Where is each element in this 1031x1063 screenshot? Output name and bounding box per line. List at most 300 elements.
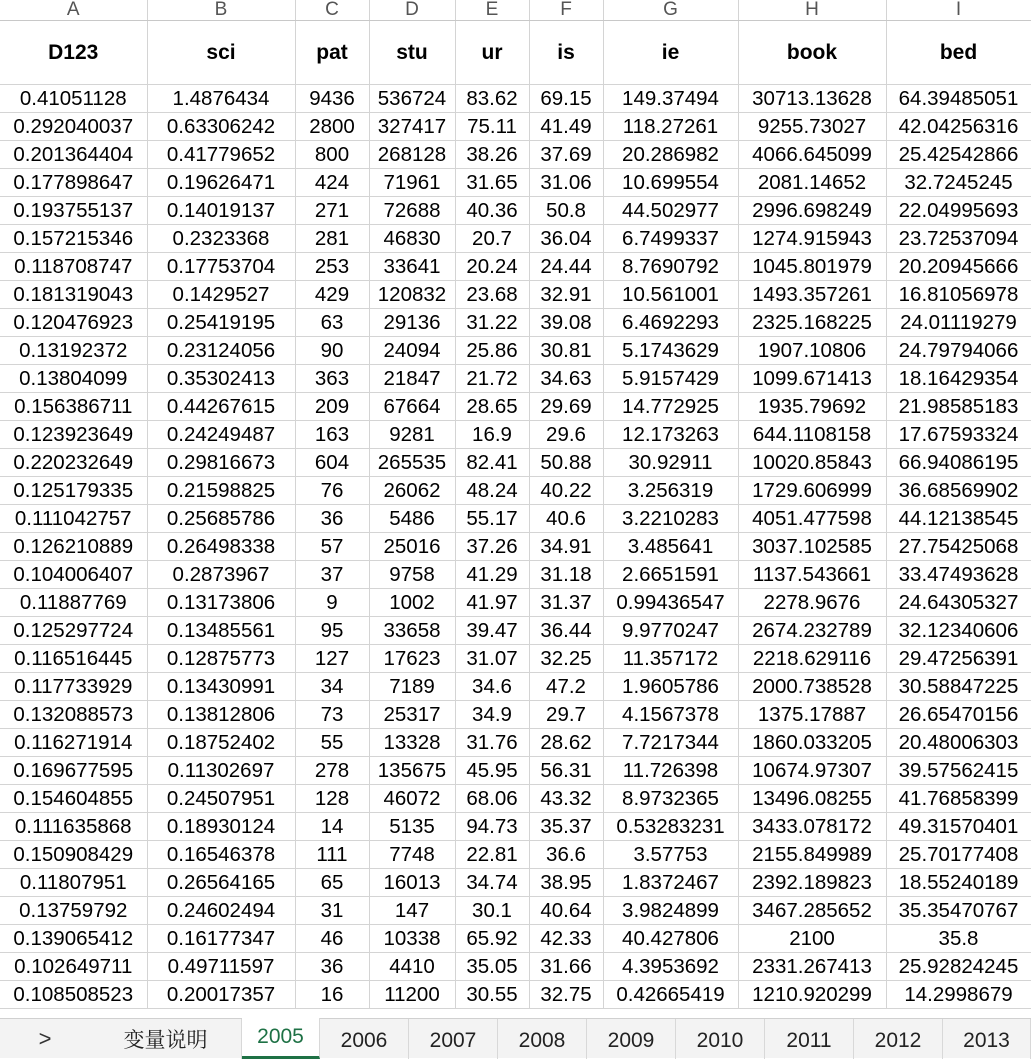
table-cell[interactable]: 0.1429527	[147, 281, 295, 309]
table-cell[interactable]: 36.04	[529, 225, 603, 253]
table-cell[interactable]: 0.13192372	[0, 337, 147, 365]
table-cell[interactable]: 0.49711597	[147, 953, 295, 981]
table-cell[interactable]: 31	[295, 897, 369, 925]
table-cell[interactable]: 64.39485051	[886, 85, 1031, 113]
sheet-tab-2009[interactable]: 2009	[587, 1019, 676, 1059]
table-cell[interactable]: 47.2	[529, 673, 603, 701]
table-cell[interactable]: 1137.543661	[738, 561, 886, 589]
field-name-cell[interactable]: D123	[0, 21, 147, 85]
table-cell[interactable]: 0.102649711	[0, 953, 147, 981]
table-cell[interactable]: 0.2323368	[147, 225, 295, 253]
table-cell[interactable]: 0.99436547	[603, 589, 738, 617]
table-cell[interactable]: 6.7499337	[603, 225, 738, 253]
table-cell[interactable]: 0.181319043	[0, 281, 147, 309]
column-header-h[interactable]: H	[738, 0, 886, 21]
table-cell[interactable]: 32.75	[529, 981, 603, 1009]
table-cell[interactable]: 0.24249487	[147, 421, 295, 449]
table-cell[interactable]: 0.108508523	[0, 981, 147, 1009]
table-cell[interactable]: 25016	[369, 533, 455, 561]
table-cell[interactable]: 1002	[369, 589, 455, 617]
table-cell[interactable]: 22.04995693	[886, 197, 1031, 225]
table-cell[interactable]: 9255.73027	[738, 113, 886, 141]
table-cell[interactable]: 9436	[295, 85, 369, 113]
table-cell[interactable]: 0.16177347	[147, 925, 295, 953]
table-cell[interactable]: 0.44267615	[147, 393, 295, 421]
table-cell[interactable]: 28.65	[455, 393, 529, 421]
table-cell[interactable]: 1729.606999	[738, 477, 886, 505]
table-cell[interactable]: 1274.915943	[738, 225, 886, 253]
sheet-tab-2013[interactable]: 2013	[943, 1019, 1031, 1059]
table-cell[interactable]: 0.150908429	[0, 841, 147, 869]
table-cell[interactable]: 0.23124056	[147, 337, 295, 365]
table-cell[interactable]: 3.57753	[603, 841, 738, 869]
table-cell[interactable]: 68.06	[455, 785, 529, 813]
table-cell[interactable]: 40.64	[529, 897, 603, 925]
table-cell[interactable]: 0.193755137	[0, 197, 147, 225]
table-cell[interactable]: 536724	[369, 85, 455, 113]
table-cell[interactable]: 36.68569902	[886, 477, 1031, 505]
table-cell[interactable]: 0.292040037	[0, 113, 147, 141]
table-cell[interactable]: 10.561001	[603, 281, 738, 309]
table-cell[interactable]: 38.95	[529, 869, 603, 897]
table-cell[interactable]: 1.4876434	[147, 85, 295, 113]
column-header-c[interactable]: C	[295, 0, 369, 21]
table-cell[interactable]: 8.7690792	[603, 253, 738, 281]
table-cell[interactable]: 0.11887769	[0, 589, 147, 617]
table-cell[interactable]: 44.502977	[603, 197, 738, 225]
table-cell[interactable]: 0.13812806	[147, 701, 295, 729]
table-cell[interactable]: 5.1743629	[603, 337, 738, 365]
table-cell[interactable]: 20.286982	[603, 141, 738, 169]
table-cell[interactable]: 127	[295, 645, 369, 673]
table-cell[interactable]: 135675	[369, 757, 455, 785]
table-cell[interactable]: 0.41779652	[147, 141, 295, 169]
table-cell[interactable]: 38.26	[455, 141, 529, 169]
table-cell[interactable]: 4410	[369, 953, 455, 981]
table-cell[interactable]: 13496.08255	[738, 785, 886, 813]
table-cell[interactable]: 73	[295, 701, 369, 729]
table-cell[interactable]: 3.256319	[603, 477, 738, 505]
table-cell[interactable]: 5135	[369, 813, 455, 841]
table-cell[interactable]: 1375.17887	[738, 701, 886, 729]
table-cell[interactable]: 16	[295, 981, 369, 1009]
table-cell[interactable]: 56.31	[529, 757, 603, 785]
table-cell[interactable]: 3037.102585	[738, 533, 886, 561]
table-cell[interactable]: 34.63	[529, 365, 603, 393]
table-cell[interactable]: 16.81056978	[886, 281, 1031, 309]
table-cell[interactable]: 31.65	[455, 169, 529, 197]
table-cell[interactable]: 25.70177408	[886, 841, 1031, 869]
table-cell[interactable]: 9	[295, 589, 369, 617]
table-cell[interactable]: 0.42665419	[603, 981, 738, 1009]
table-cell[interactable]: 2278.9676	[738, 589, 886, 617]
table-cell[interactable]: 45.95	[455, 757, 529, 785]
table-cell[interactable]: 7748	[369, 841, 455, 869]
table-cell[interactable]: 41.29	[455, 561, 529, 589]
table-cell[interactable]: 23.68	[455, 281, 529, 309]
table-cell[interactable]: 76	[295, 477, 369, 505]
table-cell[interactable]: 4051.477598	[738, 505, 886, 533]
table-cell[interactable]: 1935.79692	[738, 393, 886, 421]
table-cell[interactable]: 0.120476923	[0, 309, 147, 337]
table-cell[interactable]: 17623	[369, 645, 455, 673]
table-cell[interactable]: 40.427806	[603, 925, 738, 953]
field-name-cell[interactable]: ur	[455, 21, 529, 85]
table-cell[interactable]: 0.25419195	[147, 309, 295, 337]
table-cell[interactable]: 327417	[369, 113, 455, 141]
table-cell[interactable]: 7.7217344	[603, 729, 738, 757]
table-cell[interactable]: 95	[295, 617, 369, 645]
table-cell[interactable]: 28.62	[529, 729, 603, 757]
table-cell[interactable]: 0.63306242	[147, 113, 295, 141]
table-cell[interactable]: 30.92911	[603, 449, 738, 477]
table-cell[interactable]: 209	[295, 393, 369, 421]
table-cell[interactable]: 50.88	[529, 449, 603, 477]
table-cell[interactable]: 14.772925	[603, 393, 738, 421]
table-cell[interactable]: 34.6	[455, 673, 529, 701]
table-cell[interactable]: 0.13759792	[0, 897, 147, 925]
table-cell[interactable]: 16.9	[455, 421, 529, 449]
table-cell[interactable]: 5486	[369, 505, 455, 533]
table-cell[interactable]: 2800	[295, 113, 369, 141]
table-cell[interactable]: 2100	[738, 925, 886, 953]
table-cell[interactable]: 281	[295, 225, 369, 253]
table-cell[interactable]: 0.125297724	[0, 617, 147, 645]
table-cell[interactable]: 10020.85843	[738, 449, 886, 477]
table-cell[interactable]: 55.17	[455, 505, 529, 533]
table-cell[interactable]: 0.126210889	[0, 533, 147, 561]
table-cell[interactable]: 40.6	[529, 505, 603, 533]
table-cell[interactable]: 120832	[369, 281, 455, 309]
table-cell[interactable]: 34.9	[455, 701, 529, 729]
table-cell[interactable]: 42.04256316	[886, 113, 1031, 141]
column-header-i[interactable]: I	[886, 0, 1031, 21]
table-cell[interactable]: 0.41051128	[0, 85, 147, 113]
table-cell[interactable]: 0.14019137	[147, 197, 295, 225]
table-cell[interactable]: 16013	[369, 869, 455, 897]
table-cell[interactable]: 24.01119279	[886, 309, 1031, 337]
table-cell[interactable]: 29136	[369, 309, 455, 337]
table-cell[interactable]: 40.22	[529, 477, 603, 505]
table-cell[interactable]: 24.79794066	[886, 337, 1031, 365]
table-cell[interactable]: 0.123923649	[0, 421, 147, 449]
table-cell[interactable]: 39.57562415	[886, 757, 1031, 785]
table-cell[interactable]: 36	[295, 953, 369, 981]
table-cell[interactable]: 9758	[369, 561, 455, 589]
table-cell[interactable]: 29.47256391	[886, 645, 1031, 673]
table-cell[interactable]: 24.64305327	[886, 589, 1031, 617]
table-cell[interactable]: 2331.267413	[738, 953, 886, 981]
table-cell[interactable]: 0.201364404	[0, 141, 147, 169]
table-cell[interactable]: 46072	[369, 785, 455, 813]
table-cell[interactable]: 7189	[369, 673, 455, 701]
table-cell[interactable]: 31.66	[529, 953, 603, 981]
table-cell[interactable]: 278	[295, 757, 369, 785]
table-cell[interactable]: 42.33	[529, 925, 603, 953]
table-cell[interactable]: 35.35470767	[886, 897, 1031, 925]
table-cell[interactable]: 0.12875773	[147, 645, 295, 673]
table-cell[interactable]: 1099.671413	[738, 365, 886, 393]
table-cell[interactable]: 11200	[369, 981, 455, 1009]
table-cell[interactable]: 265535	[369, 449, 455, 477]
table-cell[interactable]: 33.47493628	[886, 561, 1031, 589]
table-cell[interactable]: 9.9770247	[603, 617, 738, 645]
table-cell[interactable]: 0.139065412	[0, 925, 147, 953]
table-cell[interactable]: 118.27261	[603, 113, 738, 141]
table-cell[interactable]: 39.47	[455, 617, 529, 645]
table-cell[interactable]: 2.6651591	[603, 561, 738, 589]
sheet-tab-2012[interactable]: 2012	[854, 1019, 943, 1059]
table-cell[interactable]: 26.65470156	[886, 701, 1031, 729]
table-cell[interactable]: 11.726398	[603, 757, 738, 785]
table-cell[interactable]: 37.26	[455, 533, 529, 561]
table-cell[interactable]: 6.4692293	[603, 309, 738, 337]
table-cell[interactable]: 0.117733929	[0, 673, 147, 701]
table-cell[interactable]: 0.11302697	[147, 757, 295, 785]
column-header-b[interactable]: B	[147, 0, 295, 21]
table-cell[interactable]: 0.21598825	[147, 477, 295, 505]
table-cell[interactable]: 2996.698249	[738, 197, 886, 225]
table-cell[interactable]: 44.12138545	[886, 505, 1031, 533]
table-cell[interactable]: 37.69	[529, 141, 603, 169]
table-cell[interactable]: 2155.849989	[738, 841, 886, 869]
table-cell[interactable]: 83.62	[455, 85, 529, 113]
table-cell[interactable]: 24094	[369, 337, 455, 365]
table-cell[interactable]: 46	[295, 925, 369, 953]
table-cell[interactable]: 8.9732365	[603, 785, 738, 813]
sheet-tab-变量说明[interactable]: 变量说明	[90, 1019, 242, 1059]
sheet-tab-2011[interactable]: 2011	[765, 1019, 854, 1059]
column-header-g[interactable]: G	[603, 0, 738, 21]
table-cell[interactable]: 0.20017357	[147, 981, 295, 1009]
field-name-cell[interactable]: pat	[295, 21, 369, 85]
table-cell[interactable]: 0.16546378	[147, 841, 295, 869]
table-cell[interactable]: 2218.629116	[738, 645, 886, 673]
table-cell[interactable]: 0.53283231	[603, 813, 738, 841]
table-cell[interactable]: 31.22	[455, 309, 529, 337]
sheet-tab-2008[interactable]: 2008	[498, 1019, 587, 1059]
table-cell[interactable]: 31.06	[529, 169, 603, 197]
table-cell[interactable]: 3467.285652	[738, 897, 886, 925]
table-cell[interactable]: 0.18752402	[147, 729, 295, 757]
table-cell[interactable]: 39.08	[529, 309, 603, 337]
table-cell[interactable]: 71961	[369, 169, 455, 197]
table-cell[interactable]: 1860.033205	[738, 729, 886, 757]
table-cell[interactable]: 21.72	[455, 365, 529, 393]
table-cell[interactable]: 72688	[369, 197, 455, 225]
table-cell[interactable]: 34	[295, 673, 369, 701]
table-cell[interactable]: 46830	[369, 225, 455, 253]
table-cell[interactable]: 35.05	[455, 953, 529, 981]
table-cell[interactable]: 424	[295, 169, 369, 197]
table-cell[interactable]: 0.116271914	[0, 729, 147, 757]
table-cell[interactable]: 22.81	[455, 841, 529, 869]
table-cell[interactable]: 26062	[369, 477, 455, 505]
table-cell[interactable]: 4.3953692	[603, 953, 738, 981]
table-cell[interactable]: 41.97	[455, 589, 529, 617]
table-cell[interactable]: 14.2998679	[886, 981, 1031, 1009]
table-cell[interactable]: 30713.13628	[738, 85, 886, 113]
table-cell[interactable]: 0.13173806	[147, 589, 295, 617]
table-cell[interactable]: 23.72537094	[886, 225, 1031, 253]
tab-scroll-arrow[interactable]: >	[38, 1026, 52, 1051]
table-cell[interactable]: 67664	[369, 393, 455, 421]
table-cell[interactable]: 0.2873967	[147, 561, 295, 589]
table-cell[interactable]: 17.67593324	[886, 421, 1031, 449]
field-name-cell[interactable]: ie	[603, 21, 738, 85]
table-cell[interactable]: 32.25	[529, 645, 603, 673]
table-cell[interactable]: 0.26498338	[147, 533, 295, 561]
table-cell[interactable]: 147	[369, 897, 455, 925]
table-cell[interactable]: 1.8372467	[603, 869, 738, 897]
table-cell[interactable]: 69.15	[529, 85, 603, 113]
table-cell[interactable]: 2081.14652	[738, 169, 886, 197]
table-cell[interactable]: 20.20945666	[886, 253, 1031, 281]
table-cell[interactable]: 82.41	[455, 449, 529, 477]
table-cell[interactable]: 66.94086195	[886, 449, 1031, 477]
table-cell[interactable]: 49.31570401	[886, 813, 1031, 841]
table-cell[interactable]: 57	[295, 533, 369, 561]
table-cell[interactable]: 0.19626471	[147, 169, 295, 197]
table-cell[interactable]: 33658	[369, 617, 455, 645]
table-cell[interactable]: 21.98585183	[886, 393, 1031, 421]
table-cell[interactable]: 90	[295, 337, 369, 365]
table-cell[interactable]: 40.36	[455, 197, 529, 225]
table-cell[interactable]: 0.18930124	[147, 813, 295, 841]
table-cell[interactable]: 800	[295, 141, 369, 169]
table-cell[interactable]: 363	[295, 365, 369, 393]
table-cell[interactable]: 65.92	[455, 925, 529, 953]
table-cell[interactable]: 2392.189823	[738, 869, 886, 897]
table-cell[interactable]: 0.154604855	[0, 785, 147, 813]
table-cell[interactable]: 0.220232649	[0, 449, 147, 477]
table-cell[interactable]: 20.48006303	[886, 729, 1031, 757]
table-cell[interactable]: 0.29816673	[147, 449, 295, 477]
table-cell[interactable]: 0.157215346	[0, 225, 147, 253]
table-cell[interactable]: 27.75425068	[886, 533, 1031, 561]
table-cell[interactable]: 34.74	[455, 869, 529, 897]
table-cell[interactable]: 25.42542866	[886, 141, 1031, 169]
table-cell[interactable]: 0.116516445	[0, 645, 147, 673]
table-cell[interactable]: 36.6	[529, 841, 603, 869]
table-cell[interactable]: 10674.97307	[738, 757, 886, 785]
table-cell[interactable]: 3433.078172	[738, 813, 886, 841]
table-cell[interactable]: 50.8	[529, 197, 603, 225]
table-cell[interactable]: 0.24602494	[147, 897, 295, 925]
table-cell[interactable]: 29.6	[529, 421, 603, 449]
table-cell[interactable]: 128	[295, 785, 369, 813]
table-cell[interactable]: 271	[295, 197, 369, 225]
table-cell[interactable]: 31.76	[455, 729, 529, 757]
table-cell[interactable]: 0.111635868	[0, 813, 147, 841]
table-cell[interactable]: 0.169677595	[0, 757, 147, 785]
table-cell[interactable]: 25.92824245	[886, 953, 1031, 981]
table-cell[interactable]: 0.26564165	[147, 869, 295, 897]
table-cell[interactable]: 0.13804099	[0, 365, 147, 393]
table-cell[interactable]: 25.86	[455, 337, 529, 365]
table-cell[interactable]: 253	[295, 253, 369, 281]
table-cell[interactable]: 18.55240189	[886, 869, 1031, 897]
table-cell[interactable]: 1.9605786	[603, 673, 738, 701]
table-cell[interactable]: 36.44	[529, 617, 603, 645]
table-cell[interactable]: 11.357172	[603, 645, 738, 673]
table-cell[interactable]: 75.11	[455, 113, 529, 141]
field-name-cell[interactable]: is	[529, 21, 603, 85]
table-cell[interactable]: 0.132088573	[0, 701, 147, 729]
table-cell[interactable]: 35.37	[529, 813, 603, 841]
table-cell[interactable]: 3.485641	[603, 533, 738, 561]
table-cell[interactable]: 31.18	[529, 561, 603, 589]
table-cell[interactable]: 21847	[369, 365, 455, 393]
table-cell[interactable]: 18.16429354	[886, 365, 1031, 393]
table-cell[interactable]: 31.37	[529, 589, 603, 617]
table-cell[interactable]: 30.81	[529, 337, 603, 365]
table-cell[interactable]: 0.118708747	[0, 253, 147, 281]
table-cell[interactable]: 41.49	[529, 113, 603, 141]
table-cell[interactable]: 24.44	[529, 253, 603, 281]
table-cell[interactable]: 25317	[369, 701, 455, 729]
table-cell[interactable]: 34.91	[529, 533, 603, 561]
table-cell[interactable]: 41.76858399	[886, 785, 1031, 813]
table-cell[interactable]: 4.1567378	[603, 701, 738, 729]
table-cell[interactable]: 43.32	[529, 785, 603, 813]
table-cell[interactable]: 2325.168225	[738, 309, 886, 337]
table-cell[interactable]: 10338	[369, 925, 455, 953]
sheet-tab-2006[interactable]: 2006	[320, 1019, 409, 1059]
table-cell[interactable]: 30.58847225	[886, 673, 1031, 701]
table-cell[interactable]: 111	[295, 841, 369, 869]
field-name-cell[interactable]: book	[738, 21, 886, 85]
table-cell[interactable]: 0.125179335	[0, 477, 147, 505]
table-cell[interactable]: 5.9157429	[603, 365, 738, 393]
sheet-tab-2010[interactable]: 2010	[676, 1019, 765, 1059]
sheet-tab-2007[interactable]: 2007	[409, 1019, 498, 1059]
table-cell[interactable]: 35.8	[886, 925, 1031, 953]
table-cell[interactable]: 20.7	[455, 225, 529, 253]
field-name-cell[interactable]: stu	[369, 21, 455, 85]
column-header-a[interactable]: A	[0, 0, 147, 21]
table-cell[interactable]: 2674.232789	[738, 617, 886, 645]
table-cell[interactable]: 0.24507951	[147, 785, 295, 813]
table-cell[interactable]: 1907.10806	[738, 337, 886, 365]
table-cell[interactable]: 0.25685786	[147, 505, 295, 533]
table-cell[interactable]: 0.13485561	[147, 617, 295, 645]
table-cell[interactable]: 32.91	[529, 281, 603, 309]
table-cell[interactable]: 37	[295, 561, 369, 589]
table-cell[interactable]: 30.55	[455, 981, 529, 1009]
table-cell[interactable]: 0.17753704	[147, 253, 295, 281]
table-cell[interactable]: 3.9824899	[603, 897, 738, 925]
column-header-e[interactable]: E	[455, 0, 529, 21]
column-header-d[interactable]: D	[369, 0, 455, 21]
table-cell[interactable]: 0.156386711	[0, 393, 147, 421]
table-cell[interactable]: 1210.920299	[738, 981, 886, 1009]
table-cell[interactable]: 36	[295, 505, 369, 533]
table-cell[interactable]: 65	[295, 869, 369, 897]
table-cell[interactable]: 429	[295, 281, 369, 309]
table-cell[interactable]: 604	[295, 449, 369, 477]
table-cell[interactable]: 644.1108158	[738, 421, 886, 449]
table-cell[interactable]: 0.177898647	[0, 169, 147, 197]
table-cell[interactable]: 32.7245245	[886, 169, 1031, 197]
table-cell[interactable]: 33641	[369, 253, 455, 281]
table-cell[interactable]: 4066.645099	[738, 141, 886, 169]
table-cell[interactable]: 0.13430991	[147, 673, 295, 701]
table-cell[interactable]: 0.11807951	[0, 869, 147, 897]
sheet-tab-2005[interactable]: 2005	[242, 1018, 320, 1059]
table-cell[interactable]: 1493.357261	[738, 281, 886, 309]
table-cell[interactable]: 2000.738528	[738, 673, 886, 701]
